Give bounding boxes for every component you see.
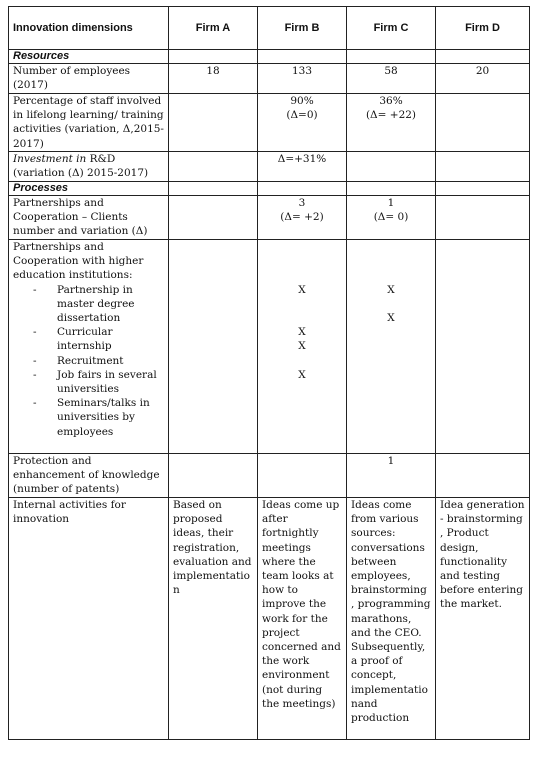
row-employees [9, 64, 530, 94]
clients-firm-b-value: 3 [298, 197, 306, 209]
header-firm-a: Firm A [169, 7, 258, 50]
rnd-label-italic: Investment in [13, 153, 87, 165]
list-item: - Seminars/talks in universities by employees [33, 397, 150, 438]
clients-firm-c-delta: (Δ= 0) [373, 211, 409, 224]
higher-ed-label: Partnerships and Cooperation with higher education institutions: [13, 241, 144, 282]
internal-firm-d: Idea generation - brainstorming , Product design, functionality and testing before entering the market. [436, 498, 530, 740]
row-patents [9, 454, 530, 498]
clients-firm-c [347, 196, 436, 240]
mark-x: X [298, 326, 306, 339]
mark-x: X [387, 311, 395, 324]
clients-firm-b [258, 196, 347, 240]
rnd-label [9, 152, 169, 182]
higher-ed-firm-c [347, 240, 436, 454]
row-clients [9, 196, 530, 240]
mark-x: X [298, 368, 306, 381]
mark-x: X [298, 340, 306, 353]
innovation-table-wrapper [8, 6, 530, 740]
header-firm-b: Firm B [258, 7, 347, 50]
list-item: - Recruitment [33, 354, 124, 367]
header-innovation-dimensions: Innovation dimensions [9, 7, 169, 50]
patents-label: Protection and enhancement of knowledge (number of patents) [9, 454, 169, 498]
row-staff-training [9, 94, 530, 152]
header-firm-c: Firm C [347, 7, 436, 50]
section-resources-row [9, 50, 530, 64]
staff-training-label: Percentage of staff involved in lifelong learning/ training activities (variation, Δ,2015-2017) [9, 94, 169, 152]
staff-training-firm-c [347, 94, 436, 152]
patents-firm-c: 1 [347, 454, 436, 498]
mark-x: X [387, 283, 395, 296]
staff-training-firm-b-delta: (Δ=0) [286, 109, 318, 122]
staff-training-firm-b [258, 94, 347, 152]
clients-label: Partnerships and Cooperation – Clients number and variation (Δ) [9, 196, 169, 240]
employees-firm-d: 20 [436, 64, 530, 94]
section-processes-label: Processes [9, 182, 169, 196]
list-item: - Curricular internship [33, 326, 113, 353]
clients-firm-b-delta: (Δ= +2) [280, 211, 324, 224]
row-internal-activities [9, 498, 530, 740]
header-row [9, 7, 530, 50]
innovation-dimensions-table [8, 6, 530, 740]
rnd-label-rest: R&D (variation (Δ) 2015-2017) [13, 153, 149, 180]
internal-label: Internal activities for innovation [9, 498, 169, 740]
section-resources-label: Resources [9, 50, 169, 64]
internal-firm-a: Based on proposed ideas, their registration, evaluation and implementatio n [169, 498, 258, 740]
row-higher-education [9, 240, 530, 454]
list-item: - Partnership in master degree dissertation [33, 283, 135, 325]
staff-training-firm-b-value: 90% [290, 95, 314, 107]
higher-ed-firm-b [258, 240, 347, 454]
clients-firm-c-value: 1 [387, 197, 395, 209]
mark-x: X [298, 283, 306, 296]
employees-firm-a: 18 [169, 64, 258, 94]
rnd-firm-b: Δ=+31% [258, 152, 347, 182]
staff-training-firm-c-delta: (Δ= +22) [365, 109, 417, 122]
section-processes-row [9, 182, 530, 196]
list-item: - Job fairs in several universities [33, 368, 157, 396]
employees-label: Number of employees (2017) [9, 64, 169, 94]
higher-ed-cell [9, 240, 169, 454]
employees-firm-c: 58 [347, 64, 436, 94]
internal-firm-c: Ideas come from various sources: conversations between employees, brainstorming , programming marathons, and the CEO. Subsequently, a proof of concept, implementatio nand production [347, 498, 436, 740]
row-rnd-investment [9, 152, 530, 182]
higher-ed-list [13, 283, 164, 439]
staff-training-firm-c-value: 36% [379, 95, 403, 107]
employees-firm-b: 133 [258, 64, 347, 94]
internal-firm-b: Ideas come up after fortnightly meetings where the team looks at how to improve the work for the project concerned and the work environment (not during the meetings) [258, 498, 347, 740]
header-firm-d: Firm D [436, 7, 530, 50]
